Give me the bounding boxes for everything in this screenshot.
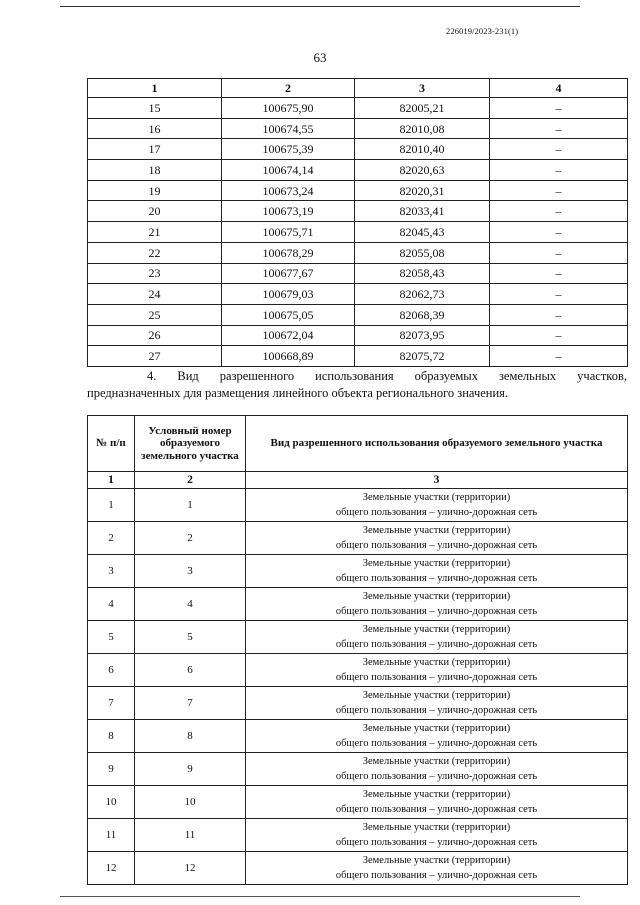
permitted-use-line1: Земельные участки (территории): [362, 591, 511, 602]
table-row: [88, 852, 628, 885]
permitted-use-cell: [246, 852, 628, 885]
table-cell: 16: [88, 118, 222, 139]
table-cell: –: [490, 325, 628, 346]
permitted-use-line1: Земельные участки (территории): [362, 558, 511, 569]
table-cell: 82068,39: [355, 304, 490, 325]
permitted-use-cell: [246, 687, 628, 720]
table-cell: 82073,95: [355, 325, 490, 346]
table-cell: 100675,39: [222, 139, 355, 160]
table-cell: 25: [88, 304, 222, 325]
table-cell: 82010,40: [355, 139, 490, 160]
table-cell: 26: [88, 325, 222, 346]
table-row: [88, 139, 628, 160]
permitted-use-line2: общего пользования – улично-дорожная сеть: [335, 870, 538, 881]
permitted-use-cell: [246, 819, 628, 852]
table-cell: 18: [88, 160, 222, 181]
plot-number: 10: [135, 786, 246, 819]
permitted-use-cell: [246, 753, 628, 786]
permitted-use-line1: Земельные участки (территории): [362, 690, 511, 701]
table-cell: –: [490, 263, 628, 284]
table-cell: 17: [88, 139, 222, 160]
permitted-use-cell: [246, 489, 628, 522]
plot-number: 11: [135, 819, 246, 852]
permitted-use-line2: общего пользования – улично-дорожная сеть: [335, 606, 538, 617]
section-4-heading-line2: предназначенных для размещения линейного объекта регионального значения.: [87, 386, 509, 400]
coordinates-table: [87, 78, 628, 367]
table-cell: –: [490, 284, 628, 305]
column-number: 3: [246, 472, 628, 489]
permitted-use-line1: Земельные участки (территории): [362, 789, 511, 800]
permitted-use-cell: [246, 654, 628, 687]
plot-number: 5: [135, 621, 246, 654]
coordinates-header-row: [88, 79, 628, 98]
permitted-use-line1: Земельные участки (территории): [362, 624, 511, 635]
row-number: 9: [88, 753, 135, 786]
row-number: 7: [88, 687, 135, 720]
permitted-use-line2: общего пользования – улично-дорожная сеть: [335, 738, 538, 749]
table-cell: 23: [88, 263, 222, 284]
table-row: [88, 522, 628, 555]
permitted-use-header-row: [88, 416, 628, 472]
permitted-use-line2: общего пользования – улично-дорожная сеть: [335, 837, 538, 848]
row-number: 4: [88, 588, 135, 621]
table-cell: 100674,55: [222, 118, 355, 139]
table-cell: 82045,43: [355, 222, 490, 243]
plot-number: 3: [135, 555, 246, 588]
permitted-use-line2: общего пользования – улично-дорожная сеть: [335, 573, 538, 584]
plot-number: 8: [135, 720, 246, 753]
table-cell: 82055,08: [355, 242, 490, 263]
table-row: [88, 160, 628, 181]
permitted-use-cell: [246, 555, 628, 588]
table-cell: –: [490, 118, 628, 139]
table-cell: –: [490, 180, 628, 201]
table-cell: 100677,67: [222, 263, 355, 284]
table-row: [88, 346, 628, 367]
table-row: [88, 180, 628, 201]
table-cell: 19: [88, 180, 222, 201]
table-cell: 27: [88, 346, 222, 367]
table-cell: 100673,19: [222, 201, 355, 222]
table-row: [88, 304, 628, 325]
permitted-use-cell: [246, 588, 628, 621]
table-row: [88, 720, 628, 753]
permitted-use-line1: Земельные участки (территории): [362, 756, 511, 767]
table-row: [88, 654, 628, 687]
table-cell: –: [490, 139, 628, 160]
table-cell: 100675,71: [222, 222, 355, 243]
table-row: [88, 98, 628, 119]
table-row: [88, 588, 628, 621]
permitted-use-table: [87, 415, 628, 885]
table-cell: 100674,14: [222, 160, 355, 181]
document-number: 226019/2023-231(1): [446, 26, 519, 36]
table-cell: 82020,63: [355, 160, 490, 181]
permitted-use-cell: [246, 522, 628, 555]
permitted-use-line2: общего пользования – улично-дорожная сеть: [335, 639, 538, 650]
coordinates-table-body: [88, 98, 628, 367]
table-cell: 100672,04: [222, 325, 355, 346]
table-row: [88, 621, 628, 654]
plot-number: 6: [135, 654, 246, 687]
column-number: 1: [88, 472, 135, 489]
coordinates-col-header: 2: [222, 79, 355, 98]
permitted-use-line2: общего пользования – улично-дорожная сеть: [335, 672, 538, 683]
row-number: 11: [88, 819, 135, 852]
table-row: [88, 201, 628, 222]
table-cell: 82033,41: [355, 201, 490, 222]
table-row: [88, 242, 628, 263]
table-cell: –: [490, 242, 628, 263]
table-row: [88, 263, 628, 284]
permitted-use-line2: общего пользования – улично-дорожная сеть: [335, 771, 538, 782]
row-number: 5: [88, 621, 135, 654]
header-permitted-use: Вид разрешенного использования образуемого земельного участка: [246, 416, 628, 472]
table-cell: 100679,03: [222, 284, 355, 305]
row-number: 8: [88, 720, 135, 753]
plot-number: 2: [135, 522, 246, 555]
row-number: 1: [88, 489, 135, 522]
coordinates-col-header: 4: [490, 79, 628, 98]
row-number: 2: [88, 522, 135, 555]
table-row: [88, 489, 628, 522]
table-row: [88, 786, 628, 819]
permitted-use-line1: Земельные участки (территории): [362, 657, 511, 668]
table-cell: 82058,43: [355, 263, 490, 284]
plot-number: 7: [135, 687, 246, 720]
table-cell: 15: [88, 98, 222, 119]
table-row: [88, 284, 628, 305]
table-row: [88, 325, 628, 346]
row-number: 6: [88, 654, 135, 687]
permitted-use-cell: [246, 786, 628, 819]
permitted-use-line1: Земельные участки (территории): [362, 855, 511, 866]
table-cell: 21: [88, 222, 222, 243]
permitted-use-line2: общего пользования – улично-дорожная сеть: [335, 507, 538, 518]
permitted-use-cell: [246, 720, 628, 753]
table-row: [88, 118, 628, 139]
permitted-use-line1: Земельные участки (территории): [362, 525, 511, 536]
table-cell: 82020,31: [355, 180, 490, 201]
permitted-use-table-body: [88, 489, 628, 885]
plot-number: 4: [135, 588, 246, 621]
permitted-use-line2: общего пользования – улично-дорожная сеть: [335, 705, 538, 716]
table-row: [88, 222, 628, 243]
table-cell: –: [490, 346, 628, 367]
plot-number: 12: [135, 852, 246, 885]
row-number: 3: [88, 555, 135, 588]
plot-number: 9: [135, 753, 246, 786]
table-row: [88, 555, 628, 588]
permitted-use-line2: общего пользования – улично-дорожная сеть: [335, 540, 538, 551]
plot-number: 1: [135, 489, 246, 522]
permitted-use-line1: Земельные участки (территории): [362, 723, 511, 734]
table-row: [88, 753, 628, 786]
section-4-heading-line1: 4. Вид разрешенного использования образуемых земельных участков,: [147, 369, 627, 383]
table-cell: 100678,29: [222, 242, 355, 263]
top-border-line: [60, 6, 580, 7]
table-cell: 100673,24: [222, 180, 355, 201]
row-number: 10: [88, 786, 135, 819]
table-cell: –: [490, 160, 628, 181]
table-row: [88, 687, 628, 720]
coordinates-col-header: 1: [88, 79, 222, 98]
header-plot-number: Условный номер образуемого земельного участка: [135, 416, 246, 472]
table-cell: 24: [88, 284, 222, 305]
table-cell: 82062,73: [355, 284, 490, 305]
table-cell: 100668,89: [222, 346, 355, 367]
table-cell: 20: [88, 201, 222, 222]
bottom-border-line: [60, 896, 580, 897]
permitted-use-cell: [246, 621, 628, 654]
page-number: 63: [313, 50, 327, 65]
table-cell: 82075,72: [355, 346, 490, 367]
table-cell: –: [490, 98, 628, 119]
table-cell: 82010,08: [355, 118, 490, 139]
column-number: 2: [135, 472, 246, 489]
table-cell: –: [490, 222, 628, 243]
table-cell: 82005,21: [355, 98, 490, 119]
permitted-use-line1: Земельные участки (территории): [362, 492, 511, 503]
header-number: № п/п: [88, 416, 135, 472]
permitted-use-line1: Земельные участки (территории): [362, 822, 511, 833]
table-cell: 22: [88, 242, 222, 263]
coordinates-col-header: 3: [355, 79, 490, 98]
table-cell: –: [490, 201, 628, 222]
table-row: [88, 819, 628, 852]
permitted-use-line2: общего пользования – улично-дорожная сеть: [335, 804, 538, 815]
table-cell: –: [490, 304, 628, 325]
row-number: 12: [88, 852, 135, 885]
table-cell: 100675,90: [222, 98, 355, 119]
permitted-use-column-numbers: [88, 472, 628, 489]
table-cell: 100675,05: [222, 304, 355, 325]
